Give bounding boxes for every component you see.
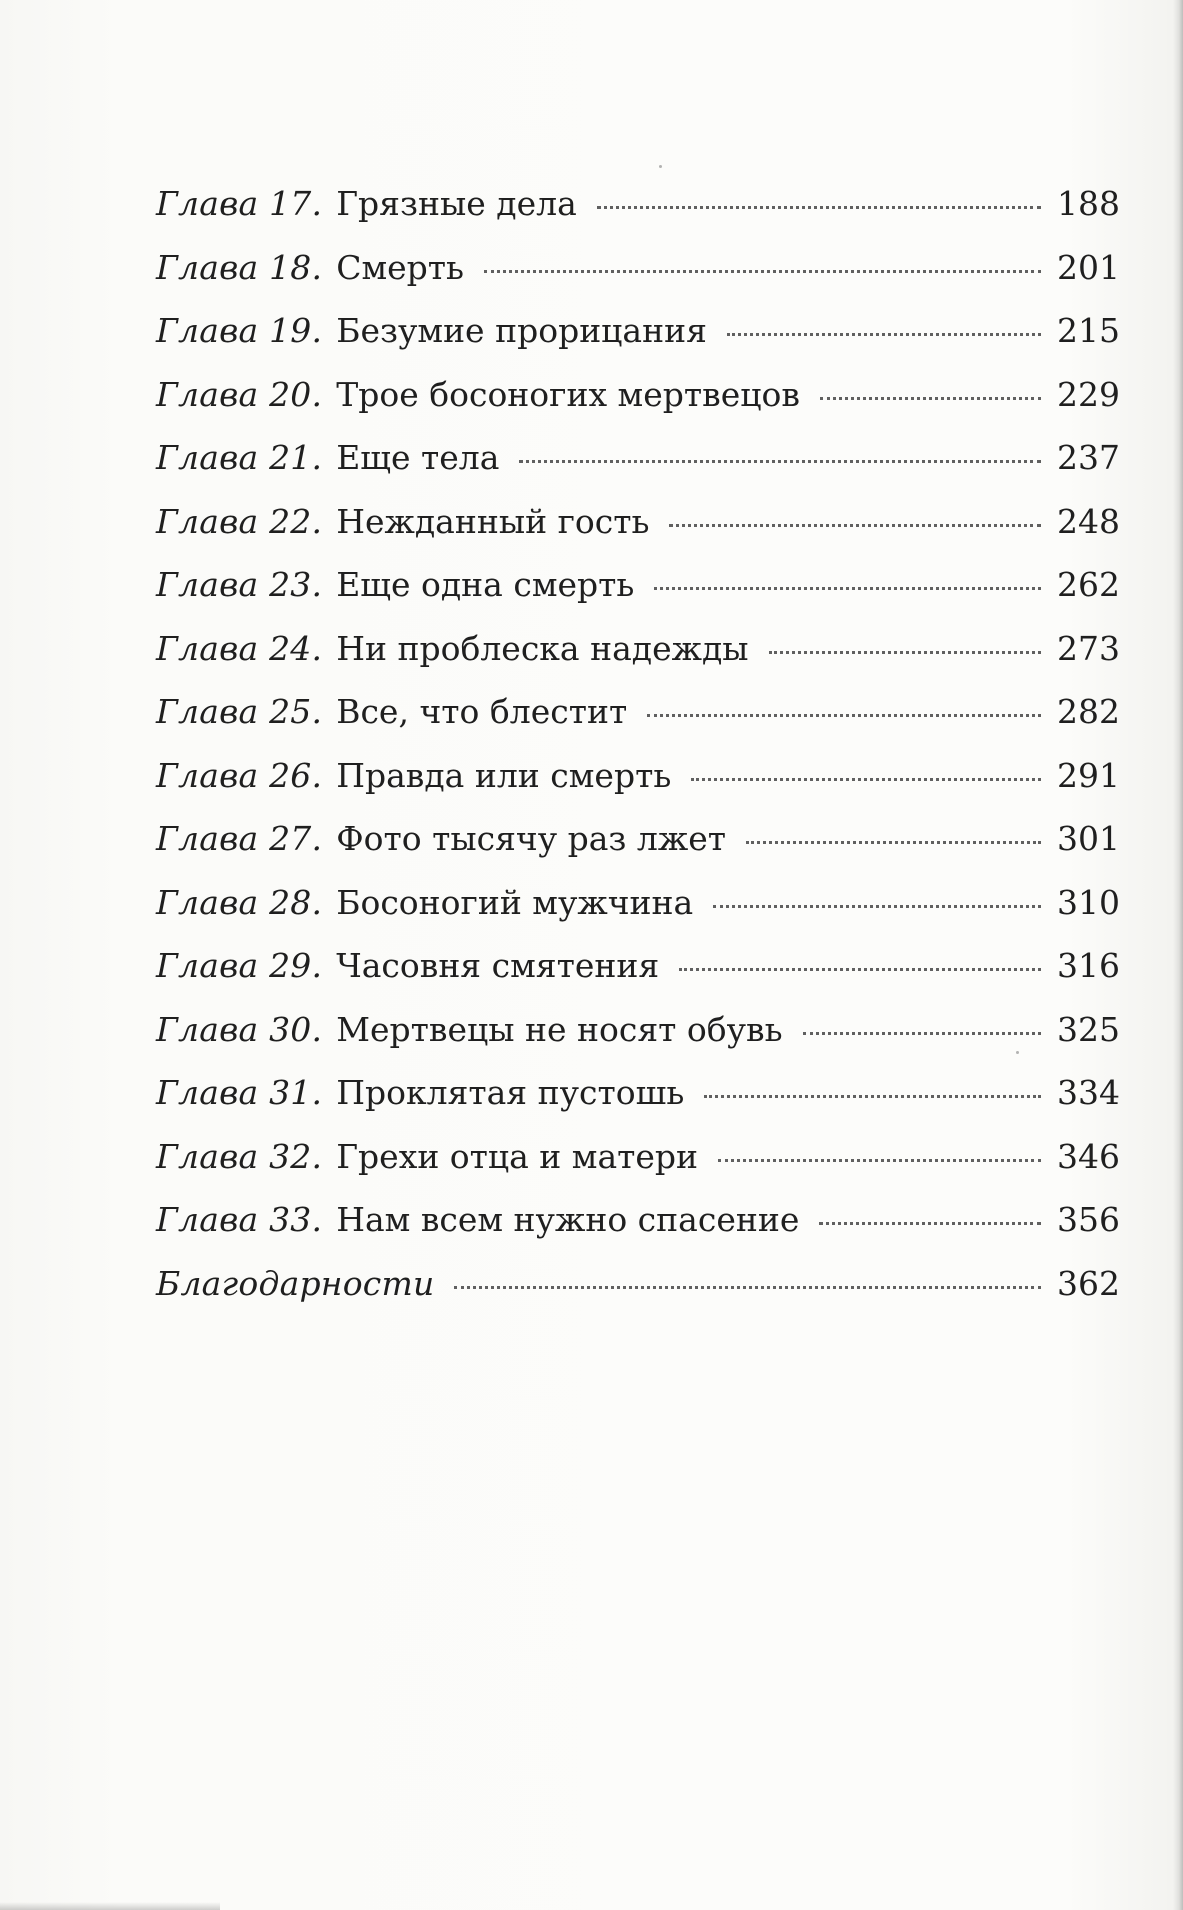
toc-row[interactable] — [156, 1252, 1120, 1316]
toc-row[interactable] — [156, 934, 1120, 998]
page-number: 248 — [1057, 501, 1120, 541]
chapter-number: Глава 29. — [156, 946, 323, 985]
dot-leader — [691, 776, 1041, 781]
toc-row[interactable] — [156, 553, 1120, 617]
toc-row[interactable] — [156, 363, 1120, 427]
toc-row[interactable] — [156, 744, 1120, 808]
chapter-title: Грязные дела — [336, 184, 577, 223]
toc-row[interactable] — [156, 998, 1120, 1062]
chapter-number: Глава 28. — [156, 882, 323, 922]
chapter-title: Безумие прорицания — [336, 311, 707, 350]
toc-row[interactable] — [156, 1188, 1120, 1252]
page-number: 334 — [1057, 1073, 1120, 1112]
chapter-number: Глава 30. — [156, 1009, 323, 1049]
toc-row[interactable] — [156, 1125, 1120, 1189]
page-number: 362 — [1057, 1263, 1120, 1303]
dot-leader — [820, 395, 1041, 400]
page-number: 291 — [1057, 755, 1120, 795]
toc-row[interactable] — [156, 617, 1120, 681]
chapter-number: Глава 23. — [156, 565, 323, 604]
chapter-title: Все, что блестит — [336, 692, 628, 731]
chapter-title: Часовня смятения — [336, 946, 660, 985]
chapter-number: Глава 22. — [156, 501, 323, 541]
dot-leader — [727, 331, 1041, 336]
page-edge-shadow — [1173, 0, 1183, 1910]
dot-leader — [654, 585, 1041, 590]
chapter-number: Глава 26. — [156, 755, 323, 795]
acknowledgements-label: Благодарности — [156, 1263, 435, 1303]
chapter-number: Глава 25. — [156, 692, 323, 731]
page-number: 282 — [1057, 692, 1120, 731]
chapter-number: Глава 20. — [156, 374, 323, 414]
toc-row[interactable] — [156, 680, 1120, 744]
chapter-number: Глава 18. — [156, 247, 323, 287]
page-number: 301 — [1057, 819, 1120, 858]
chapter-number: Глава 24. — [156, 628, 323, 668]
dot-leader — [769, 649, 1041, 654]
page-number: 201 — [1057, 247, 1120, 287]
chapter-title: Ни проблеска надежды — [336, 628, 749, 668]
chapter-title: Нежданный гость — [336, 501, 650, 541]
dot-leader — [718, 1157, 1041, 1162]
toc-row[interactable] — [156, 172, 1120, 236]
page-number: 316 — [1057, 946, 1120, 985]
page-bottom-shadow — [0, 1902, 220, 1910]
dot-leader — [679, 966, 1041, 971]
dot-leader — [819, 1220, 1041, 1225]
page-number: 229 — [1057, 374, 1120, 414]
dot-leader — [669, 522, 1041, 527]
chapter-number: Глава 21. — [156, 438, 323, 477]
chapter-number: Глава 17. — [156, 184, 323, 223]
chapter-title: Еще одна смерть — [336, 565, 635, 604]
toc-row[interactable] — [156, 299, 1120, 363]
chapter-number: Глава 33. — [156, 1200, 323, 1239]
page-number: 237 — [1057, 438, 1120, 477]
chapter-title: Фото тысячу раз лжет — [336, 819, 727, 858]
dot-leader — [454, 1284, 1041, 1289]
dot-leader — [484, 268, 1041, 273]
chapter-number: Глава 32. — [156, 1136, 323, 1176]
dot-leader — [746, 839, 1041, 844]
toc-row[interactable] — [156, 1061, 1120, 1125]
toc-row[interactable] — [156, 426, 1120, 490]
dot-leader — [713, 903, 1041, 908]
chapter-title: Босоногий мужчина — [336, 882, 694, 922]
dot-leader — [519, 458, 1041, 463]
page-number: 325 — [1057, 1009, 1120, 1049]
toc-row[interactable] — [156, 490, 1120, 554]
toc-row[interactable] — [156, 236, 1120, 300]
chapter-number: Глава 27. — [156, 819, 323, 858]
chapter-title: Проклятая пустошь — [336, 1073, 685, 1112]
page-number: 310 — [1057, 882, 1120, 922]
dot-leader — [647, 712, 1041, 717]
chapter-title: Смерть — [336, 247, 464, 287]
chapter-title: Грехи отца и матери — [336, 1136, 699, 1176]
page-number: 273 — [1057, 628, 1120, 668]
chapter-title: Еще тела — [336, 438, 500, 477]
chapter-title: Мертвецы не носят обувь — [336, 1009, 783, 1049]
toc-row[interactable] — [156, 807, 1120, 871]
chapter-title: Нам всем нужно спасение — [336, 1200, 800, 1239]
chapter-title: Правда или смерть — [336, 755, 672, 795]
chapter-title: Трое босоногих мертвецов — [336, 374, 800, 414]
table-of-contents — [156, 172, 1120, 1315]
scan-speck — [659, 165, 662, 168]
dot-leader — [704, 1093, 1041, 1098]
page-number: 356 — [1057, 1200, 1120, 1239]
dot-leader — [597, 204, 1041, 209]
page-number: 262 — [1057, 565, 1120, 604]
toc-row[interactable] — [156, 871, 1120, 935]
chapter-number: Глава 19. — [156, 311, 323, 350]
page-number: 215 — [1057, 311, 1120, 350]
page-number: 346 — [1057, 1136, 1120, 1176]
page-number: 188 — [1057, 184, 1120, 223]
dot-leader — [803, 1030, 1041, 1035]
chapter-number: Глава 31. — [156, 1073, 323, 1112]
